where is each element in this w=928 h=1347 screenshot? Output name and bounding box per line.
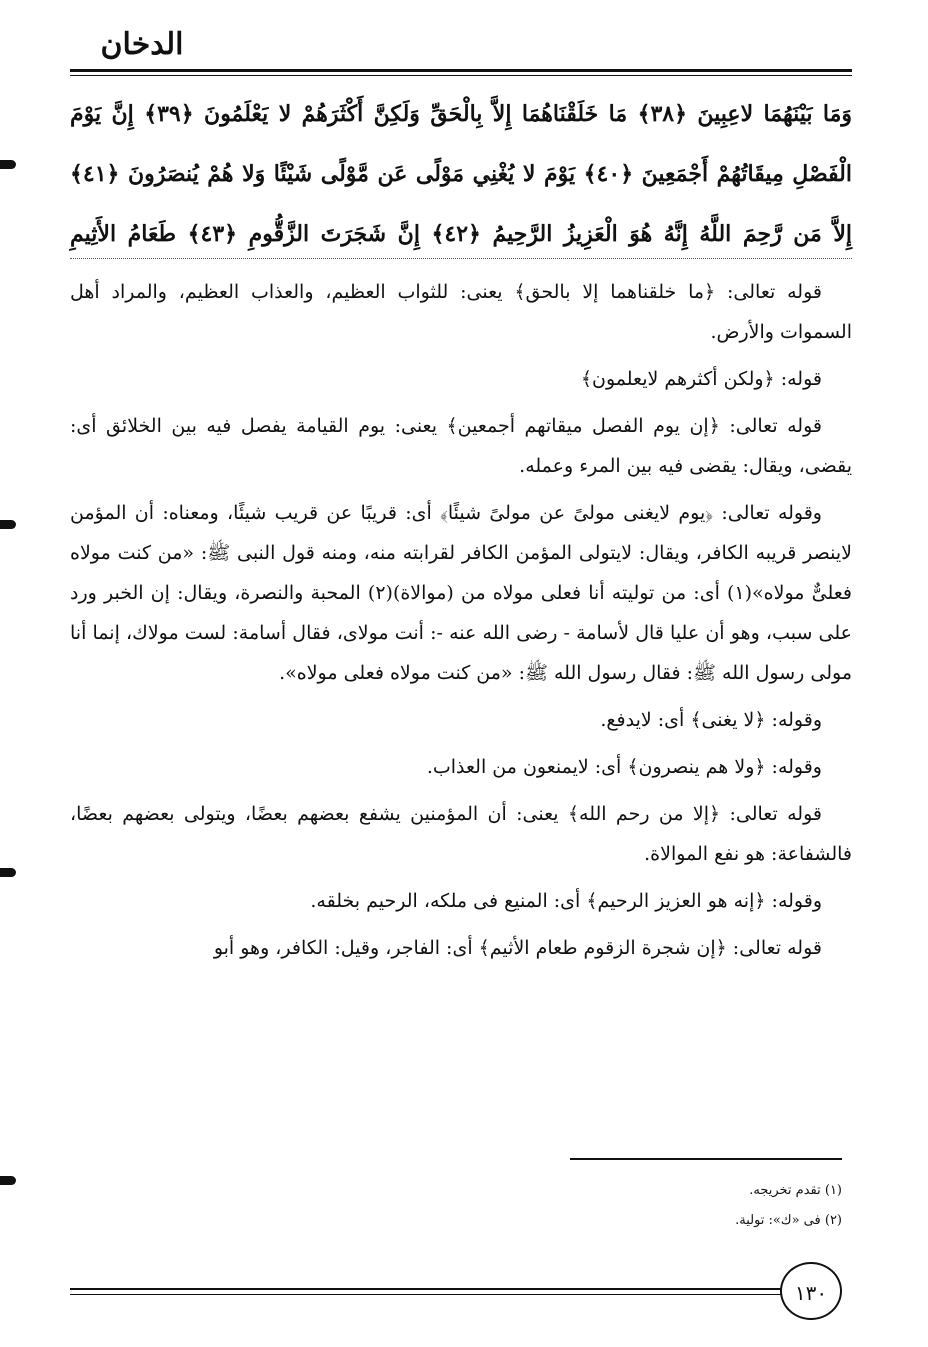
margin-mark bbox=[0, 1176, 16, 1185]
commentary-paragraph: وقوله: ﴿لا يغنى﴾ أى: لايدفع. bbox=[600, 709, 822, 731]
margin-mark bbox=[0, 520, 16, 529]
commentary-paragraph: وقوله: ﴿ولا هم ينصرون﴾ أى: لايمنعون من العذاب. bbox=[426, 756, 822, 778]
commentary-paragraph: وقوله: ﴿إنه هو العزيز الرحيم﴾ أى: المنيع فى ملكه، الرحيم بخلقه. bbox=[310, 890, 822, 912]
commentary-paragraph: وقوله تعالى: ﴿يوم لايغنى مولىً عن مولىً شيئًا﴾ أى: قريبًا عن قريب شيئًا، ومعناه: أن المؤمن لاينصر قريبه الكافر، ويقال: لايتولى المؤمن الكافر لقرابته منه، ومنه قول النبى ﷺ: «من كنت مولاه فعلىٌّ مولاه»(١) أى: من توليته أنا فعلى مولاه من (موالاة)(٢) المحبة والنصرة، ويقال: إن الخبر ورد على سبب، وهو أن عليا قال لأسامة - رضى الله عنه -: أنت مولاى، فقال أسامة: لست مولاك، إنما أنا مولى رسول الله ﷺ: فقال رسول الله ﷺ: «من كنت مولاه فعلى مولاه». bbox=[70, 502, 852, 684]
commentary-text bbox=[70, 272, 852, 975]
quran-verses bbox=[70, 84, 852, 264]
commentary-paragraph: قوله تعالى: ﴿إلا من رحم الله﴾ يعنى: أن المؤمنين يشفع بعضهم بعضًا، ويتولى بعضهم بعضًا، فالشفاعة: هو نفع الموالاة. bbox=[70, 803, 852, 865]
surah-title: الدخان bbox=[100, 27, 184, 62]
commentary-paragraph: قوله تعالى: ﴿إن شجرة الزقوم طعام الأثيم﴾ أى: الفاجر، وقيل: الكافر، وهو أبو bbox=[213, 937, 822, 959]
commentary-paragraph: قوله: ﴿ولكن أكثرهم لايعلمون﴾ bbox=[580, 368, 822, 390]
margin-mark bbox=[0, 868, 16, 877]
commentary-paragraph: قوله تعالى: ﴿إن يوم الفصل ميقاتهم أجمعين﴾ يعنى: يوم القيامة يفصل فيه بين الخلائق أى: يقضى، ويقال: يقضى فيه بين المرء وعمله. bbox=[70, 415, 852, 477]
footnote: (٢) فى «ك»: تولية. bbox=[735, 1213, 842, 1228]
quran-line: إِلاَّ مَن رَّحِمَ اللَّهُ إِنَّهُ هُوَ الْعَزِيزُ الرَّحِيمُ ﴿٤٢﴾ إِنَّ شَجَرَتَ الزَّقُّومِ ﴿٤٣﴾ طَعَامُ الأَثِيمِ bbox=[70, 221, 852, 247]
quran-line: وَمَا بَيْنَهُمَا لاعِبِينَ ﴿٣٨﴾ مَا خَلَقْنَاهُمَا إِلاَّ بِالْحَقِّ وَلَكِنَّ أَكْثَرَهُمْ لا يَعْلَمُونَ ﴿٣٩﴾ إِنَّ يَوْمَ bbox=[70, 101, 853, 127]
footer-rule bbox=[70, 1288, 782, 1290]
header-rule bbox=[70, 69, 852, 72]
commentary-paragraph: قوله تعالى: ﴿ما خلقناهما إلا بالحق﴾ يعنى: للثواب العظيم، والعذاب العظيم، والمراد أهل السموات والأرض. bbox=[70, 281, 852, 343]
verse-separator bbox=[70, 258, 852, 259]
margin-mark bbox=[0, 160, 16, 169]
page-number: ١٣٠ bbox=[780, 1262, 842, 1320]
footnotes bbox=[70, 1176, 842, 1236]
footer-rule-thin bbox=[70, 1294, 782, 1295]
footnote-rule bbox=[570, 1158, 842, 1160]
header-rule-thin bbox=[70, 75, 852, 76]
quran-line: الْفَصْلِ مِيقَاتُهُمْ أَجْمَعِينَ ﴿٤٠﴾ يَوْمَ لا يُغْنِي مَوْلًى عَن مَّوْلًى شَيْئًا وَلا هُمْ يُنصَرُونَ ﴿٤١﴾ bbox=[70, 161, 852, 187]
footnote: (١) تقدم تخريجه. bbox=[749, 1183, 842, 1198]
